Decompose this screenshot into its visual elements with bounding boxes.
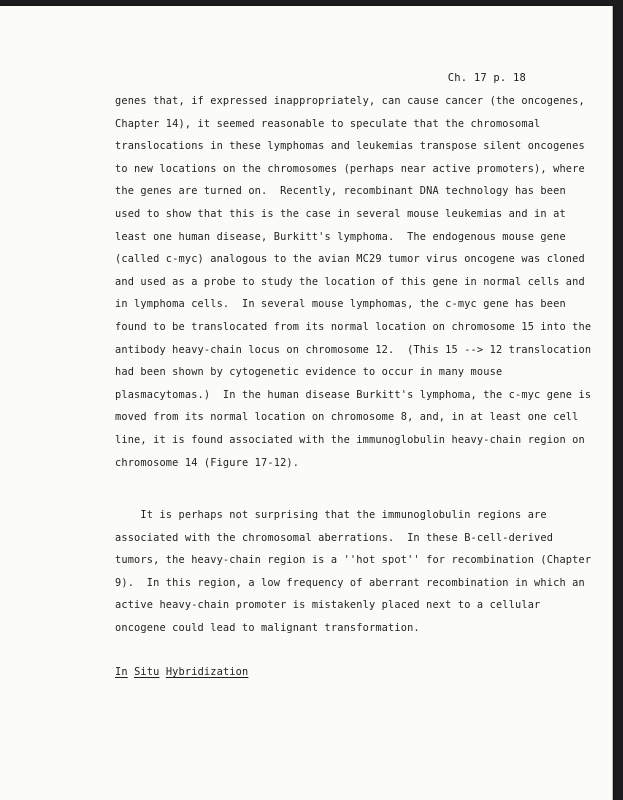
text-line: found to be translocated from its normal location on chromosome 15 into the — [115, 320, 592, 333]
text-line: to new locations on the chromosomes (perhaps near active promoters), where — [115, 162, 585, 175]
text-line: used to show that this is the case in several mouse leukemias and in at — [115, 207, 566, 220]
heading-word: In — [115, 666, 128, 678]
text-line: chromosome 14 (Figure 17-12). — [115, 456, 300, 469]
text-line: oncogene could lead to malignant transformation. — [115, 621, 420, 634]
text-line: plasmacytomas.) In the human disease Burkitt's lymphoma, the c-myc gene is — [115, 388, 592, 401]
text-line: 9). In this region, a low frequency of aberrant recombination in which an — [115, 576, 585, 589]
text-line: translocations in these lymphomas and leukemias transpose silent oncogenes — [115, 140, 585, 153]
heading-word: Hybridization — [165, 666, 249, 678]
text-line: and used as a probe to study the location of this gene in normal cells and — [115, 275, 585, 288]
text-line: (called c-myc) analogous to the avian MC29 tumor virus oncogene was cloned — [115, 253, 585, 266]
body-paragraph-2 — [115, 504, 592, 640]
text-line: the genes are turned on. Recently, recombinant DNA technology has been — [115, 185, 566, 198]
section-heading — [115, 666, 248, 678]
text-line: active heavy-chain promoter is mistakenly placed next to a cellular — [115, 599, 541, 612]
text-line: genes that, if expressed inappropriately, can cause cancer (the oncogenes, — [115, 95, 585, 107]
text-line: had been shown by cytogenetic evidence to occur in many mouse — [115, 366, 503, 379]
text-line: tumors, the heavy-chain region is a ''hot spot'' for recombination (Chapter — [115, 554, 592, 567]
text-line: line, it is found associated with the immunoglobulin heavy-chain region on — [115, 433, 585, 446]
text-line: associated with the chromosomal aberrations. In these B-cell-derived — [115, 531, 554, 544]
text-line: antibody heavy-chain locus on chromosome 12. (This 15 --> 12 translocation — [115, 343, 592, 356]
text-line: in lymphoma cells. In several mouse lymphomas, the c-myc gene has been — [115, 298, 566, 311]
document-page — [0, 6, 613, 800]
text-line: moved from its normal location on chromosome 8, and, in at least one cell — [115, 411, 579, 424]
body-paragraph-1 — [115, 90, 592, 474]
text-line: Chapter 14), it seemed reasonable to speculate that the chromosomal — [115, 117, 541, 130]
text-line: least one human disease, Burkitt's lymphoma. The endogenous mouse gene — [115, 230, 566, 243]
heading-word: Situ — [134, 666, 160, 678]
page-reference: Ch. 17 p. 18 — [447, 72, 526, 84]
text-line: It is perhaps not surprising that the immunoglobulin regions are — [115, 509, 547, 521]
